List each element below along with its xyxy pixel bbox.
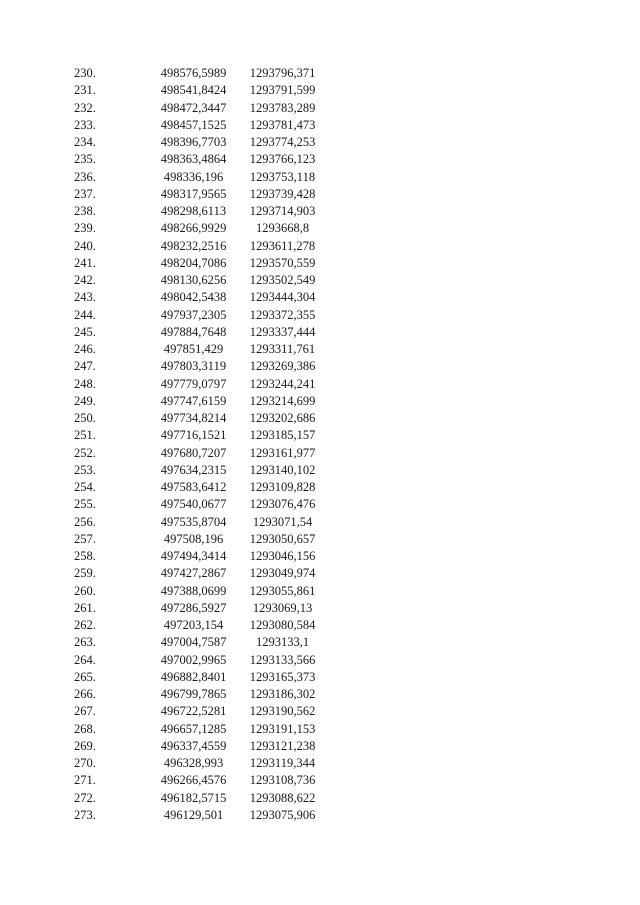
y-coordinate: 1293269,386: [249, 359, 316, 374]
x-coordinate: 497540,0677: [160, 497, 227, 512]
table-row: [74, 203, 334, 220]
table-row: [74, 721, 334, 738]
x-coordinate: 498472,3447: [160, 100, 227, 115]
table-row: [74, 565, 334, 582]
y-coordinate: 1293055,861: [249, 583, 316, 598]
table-row: [74, 738, 334, 755]
y-coordinate: 1293190,562: [249, 704, 316, 719]
x-coordinate: 498298,6113: [160, 204, 227, 218]
row-number: 260.: [74, 583, 96, 598]
x-coordinate: 496129,501: [163, 807, 224, 822]
x-coordinate: 498232,2516: [160, 238, 227, 253]
y-coordinate: 1293781,473: [249, 117, 316, 132]
row-number: 230.: [74, 66, 96, 80]
x-coordinate: 497634,2315: [160, 462, 227, 477]
x-coordinate: 498336,196: [163, 169, 224, 184]
y-coordinate: 1293796,371: [249, 66, 316, 80]
y-coordinate: 1293783,289: [249, 100, 316, 115]
y-coordinate: 1293372,355: [249, 307, 316, 322]
x-coordinate: 497494,3414: [160, 549, 227, 563]
row-number: 247.: [74, 359, 96, 374]
y-coordinate: 1293119,344: [249, 756, 316, 770]
y-coordinate: 1293133,1: [255, 635, 310, 650]
y-coordinate: 1293050,657: [249, 531, 316, 546]
y-coordinate: 1293069,13: [252, 600, 313, 615]
table-row: [74, 117, 334, 134]
row-number: 245.: [74, 324, 96, 339]
x-coordinate: 497583,6412: [160, 480, 227, 494]
row-number: 263.: [74, 635, 96, 650]
table-row: [74, 169, 334, 186]
y-coordinate: 1293502,549: [249, 273, 316, 287]
y-coordinate: 1293753,118: [249, 169, 316, 184]
table-row: [74, 703, 334, 720]
table-row: [74, 151, 334, 168]
row-number: 238.: [74, 204, 96, 218]
x-coordinate: 498204,7086: [160, 255, 227, 270]
table-row: [74, 272, 334, 289]
table-row: [74, 307, 334, 324]
table-row: [74, 462, 334, 479]
x-coordinate: 497427,2867: [160, 566, 227, 581]
row-number: 234.: [74, 135, 96, 149]
row-number: 271.: [74, 773, 96, 788]
row-number: 233.: [74, 117, 96, 132]
x-coordinate: 498042,5438: [160, 290, 227, 305]
row-number: 269.: [74, 738, 96, 753]
y-coordinate: 1293076,476: [249, 497, 316, 512]
table-row: [74, 427, 334, 444]
y-coordinate: 1293133,566: [249, 652, 316, 667]
y-coordinate: 1293570,559: [249, 255, 316, 270]
x-coordinate: 497803,3119: [160, 359, 227, 374]
x-coordinate: 496266,4576: [160, 773, 227, 788]
table-row: [74, 807, 334, 824]
y-coordinate: 1293165,373: [249, 669, 316, 684]
y-coordinate: 1293071,54: [252, 514, 313, 529]
y-coordinate: 1293611,278: [249, 238, 316, 253]
row-number: 244.: [74, 307, 96, 322]
table-row: [74, 755, 334, 772]
x-coordinate: 497680,7207: [160, 445, 227, 460]
row-number: 232.: [74, 100, 96, 115]
x-coordinate: 498130,6256: [160, 273, 227, 287]
row-number: 256.: [74, 514, 96, 529]
table-row: [74, 583, 334, 600]
x-coordinate: 496657,1285: [160, 721, 227, 736]
y-coordinate: 1293668,8: [255, 221, 310, 236]
row-number: 249.: [74, 393, 96, 408]
y-coordinate: 1293080,584: [249, 618, 316, 632]
x-coordinate: 496799,7865: [160, 687, 227, 701]
table-row: [74, 669, 334, 686]
y-coordinate: 1293140,102: [249, 462, 316, 477]
row-number: 264.: [74, 652, 96, 667]
table-row: [74, 100, 334, 117]
y-coordinate: 1293791,599: [249, 83, 316, 98]
table-row: [74, 134, 334, 151]
y-coordinate: 1293766,123: [249, 152, 316, 167]
row-number: 250.: [74, 411, 96, 425]
y-coordinate: 1293161,977: [249, 445, 316, 460]
x-coordinate: 497004,7587: [160, 635, 227, 650]
table-row: [74, 548, 334, 565]
y-coordinate: 1293714,903: [249, 204, 316, 218]
row-number: 231.: [74, 83, 96, 98]
table-row: [74, 220, 334, 237]
row-number: 235.: [74, 152, 96, 167]
y-coordinate: 1293088,622: [249, 790, 316, 805]
x-coordinate: 496337,4559: [160, 738, 227, 753]
x-coordinate: 497716,1521: [160, 428, 227, 443]
x-coordinate: 497508,196: [163, 531, 224, 546]
row-number: 243.: [74, 290, 96, 305]
y-coordinate: 1293191,153: [249, 721, 316, 736]
x-coordinate: 498363,4864: [160, 152, 227, 167]
row-number: 248.: [74, 376, 96, 391]
table-row: [74, 82, 334, 99]
row-number: 241.: [74, 255, 96, 270]
table-row: [74, 65, 334, 82]
row-number: 270.: [74, 756, 96, 770]
row-number: 253.: [74, 462, 96, 477]
table-row: [74, 186, 334, 203]
table-row: [74, 410, 334, 427]
row-number: 265.: [74, 669, 96, 684]
x-coordinate: 497779,0797: [160, 376, 227, 391]
row-number: 242.: [74, 273, 96, 287]
x-coordinate: 497734,8214: [160, 411, 227, 425]
table-row: [74, 617, 334, 634]
y-coordinate: 1293046,156: [249, 549, 316, 563]
table-row: [74, 496, 334, 513]
y-coordinate: 1293244,241: [249, 376, 316, 391]
table-row: [74, 514, 334, 531]
y-coordinate: 1293185,157: [249, 428, 316, 443]
y-coordinate: 1293774,253: [249, 135, 316, 149]
y-coordinate: 1293186,302: [249, 687, 316, 701]
y-coordinate: 1293109,828: [249, 480, 316, 494]
x-coordinate: 497286,5927: [160, 600, 227, 615]
y-coordinate: 1293108,736: [249, 773, 316, 788]
row-number: 239.: [74, 221, 96, 236]
x-coordinate: 497388,0699: [160, 583, 227, 598]
row-number: 255.: [74, 497, 96, 512]
table-row: [74, 376, 334, 393]
row-number: 268.: [74, 721, 96, 736]
y-coordinate: 1293121,238: [249, 738, 316, 753]
table-row: [74, 652, 334, 669]
table-row: [74, 772, 334, 789]
table-row: [74, 600, 334, 617]
x-coordinate: 496328,993: [163, 756, 224, 770]
x-coordinate: 497203,154: [163, 618, 224, 632]
coordinate-table: [74, 65, 334, 824]
table-row: [74, 790, 334, 807]
x-coordinate: 497002,9965: [160, 652, 227, 667]
x-coordinate: 498396,7703: [160, 135, 227, 149]
y-coordinate: 1293311,761: [249, 342, 316, 356]
row-number: 266.: [74, 687, 96, 701]
y-coordinate: 1293214,699: [249, 393, 316, 408]
table-row: [74, 445, 334, 462]
y-coordinate: 1293739,428: [249, 186, 316, 201]
row-number: 267.: [74, 704, 96, 719]
y-coordinate: 1293337,444: [249, 324, 316, 339]
row-number: 237.: [74, 186, 96, 201]
table-row: [74, 531, 334, 548]
x-coordinate: 498541,8424: [160, 83, 227, 98]
table-row: [74, 289, 334, 306]
table-row: [74, 686, 334, 703]
row-number: 259.: [74, 566, 96, 581]
row-number: 240.: [74, 238, 96, 253]
row-number: 258.: [74, 549, 96, 563]
x-coordinate: 498457,1525: [160, 117, 227, 132]
table-row: [74, 393, 334, 410]
table-row: [74, 358, 334, 375]
x-coordinate: 496882,8401: [160, 669, 227, 684]
row-number: 257.: [74, 531, 96, 546]
x-coordinate: 497884,7648: [160, 324, 227, 339]
x-coordinate: 498317,9565: [160, 186, 227, 201]
table-row: [74, 479, 334, 496]
y-coordinate: 1293049,974: [249, 566, 316, 581]
y-coordinate: 1293075,906: [249, 807, 316, 822]
row-number: 246.: [74, 342, 96, 356]
x-coordinate: 496722,5281: [160, 704, 227, 719]
table-row: [74, 255, 334, 272]
row-number: 236.: [74, 169, 96, 184]
x-coordinate: 497747,6159: [160, 393, 227, 408]
y-coordinate: 1293444,304: [249, 290, 316, 305]
x-coordinate: 497937,2305: [160, 307, 227, 322]
table-row: [74, 324, 334, 341]
row-number: 252.: [74, 445, 96, 460]
table-row: [74, 341, 334, 358]
row-number: 254.: [74, 480, 96, 494]
x-coordinate: 498576,5989: [160, 66, 227, 80]
row-number: 251.: [74, 428, 96, 443]
y-coordinate: 1293202,686: [249, 411, 316, 425]
x-coordinate: 496182,5715: [160, 790, 227, 805]
x-coordinate: 497851,429: [163, 342, 224, 356]
row-number: 272.: [74, 790, 96, 805]
row-number: 273.: [74, 807, 96, 822]
x-coordinate: 497535,8704: [160, 514, 227, 529]
x-coordinate: 498266,9929: [160, 221, 227, 236]
row-number: 262.: [74, 618, 96, 632]
row-number: 261.: [74, 600, 96, 615]
table-row: [74, 634, 334, 651]
table-row: [74, 238, 334, 255]
